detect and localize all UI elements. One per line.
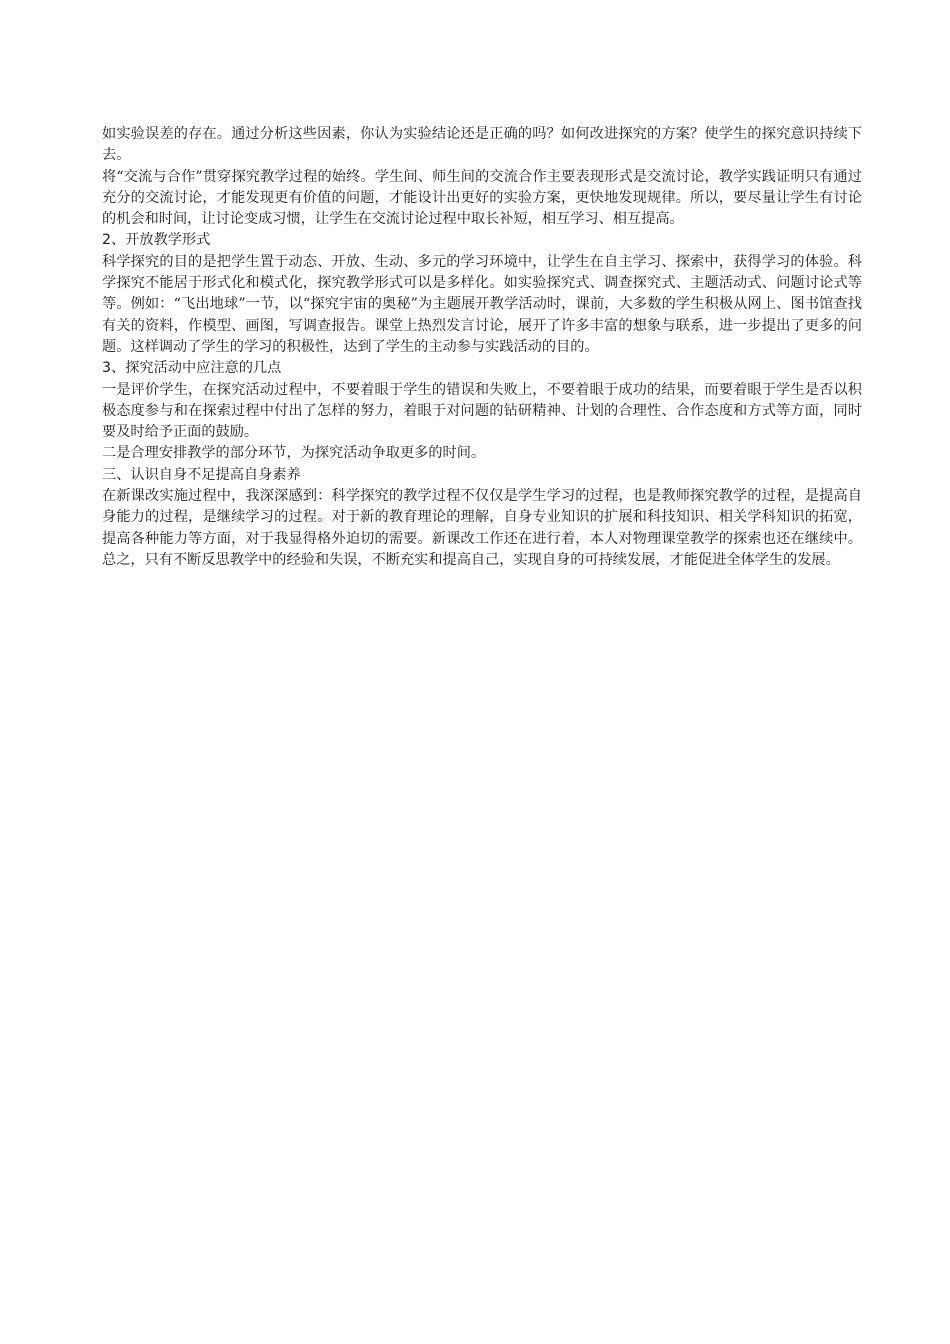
paragraph-open-teaching: 科学探究的目的是把学生置于动态、开放、生动、多元的学习环境中，让学生在自主学习、探索中，获得学习的体验。科学探究不能居于形式化和模式化，探究教学形式可以是多样化。如实验探究式、调查探究式、主题活动式、问题讨论式等等。例如：“飞出地球”一节，以“探究宇宙的奥秘”为主题展开教学活动时，课前，大多数的学生积极从网上、图书馆查找有关的资料，作模型、画图，写调查报告。课堂上热烈发言讨论，展开了许多丰富的想象与联系，进一步提出了更多的问题。这样调动了学生的学习的积极性，达到了学生的主动参与实践活动的目的。 xyxy=(102,253,862,355)
paragraph-arrange-time: 二是合理安排教学的部分环节，为探究活动争取更多的时间。 xyxy=(102,445,486,462)
paragraph-self-improvement: 在新课改实施过程中，我深深感到：科学探究的教学过程不仅仅是学生学习的过程，也是教师探究教学的过程，是提高自身能力的过程，是继续学习的过程。对于新的教育理论的理解，自身专业知识的扩展和科技知识、相关学科知识的拓宽，提高各种能力等方面，对于我显得格外迫切的需要。新课改工作还在进行着，本人对物理课堂教学的探索也还在继续中。总之，只有不断反思教学中的经验和失误，不断充实和提高自己，实现自身的可持续发展，才能促进全体学生的发展。 xyxy=(102,488,862,568)
section-heading-notes: 3、探究活动中应注意的几点 xyxy=(102,360,282,377)
paragraph-communication-cooperation: 将“交流与合作”贯穿探究教学过程的始终。学生间、师生间的交流合作主要表现形式是交流讨论，教学实践证明只有通过充分的交流讨论，才能发现更有价值的问题，才能设计出更好的实验方案，更快地发现规律。所以，要尽量让学生有讨论的机会和时间，让讨论变成习惯，让学生在交流讨论过程中取长补短，相互学习、相互提高。 xyxy=(102,168,862,228)
document-body xyxy=(102,124,862,571)
paragraph-evaluate-students: 一是评价学生，在探究活动过程中，不要着眼于学生的错误和失败上，不要着眼于成功的结果，而要着眼于学生是否以积极态度参与和在探索过程中付出了怎样的努力，着眼于对问题的钻研精神、计划的合理性、合作态度和方式等方面，同时要及时给予正面的鼓励。 xyxy=(102,381,862,441)
section-heading-self-improvement: 三、认识自身不足提高自身素养 xyxy=(102,466,301,483)
section-heading-open-teaching: 2、开放教学形式 xyxy=(102,232,211,249)
paragraph-experiment-error: 如实验误差的存在。通过分析这些因素，你认为实验结论还是正确的吗？如何改进探究的方案？使学生的探究意识持续下去。 xyxy=(102,126,862,164)
